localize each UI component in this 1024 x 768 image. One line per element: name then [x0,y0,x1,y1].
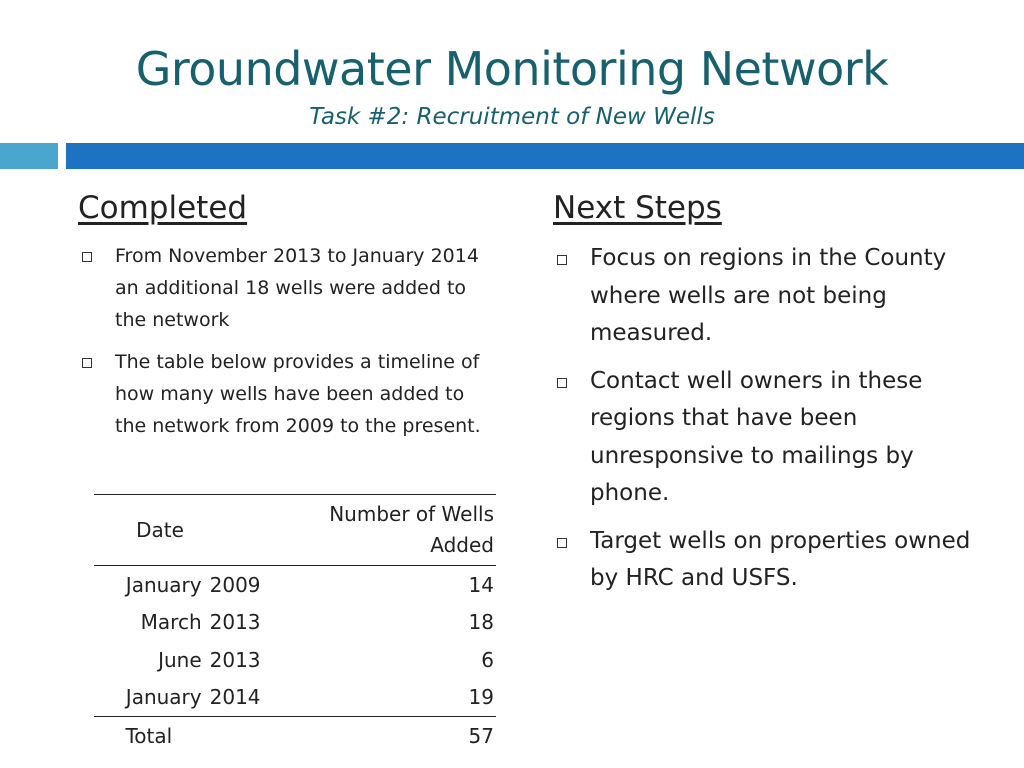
next-steps-section [553,190,993,608]
total-label: Total [94,717,204,755]
square-bullet-icon [82,252,92,262]
table-header-row [94,495,496,566]
slide-title: Groundwater Monitoring Network [135,42,889,96]
completed-heading: Completed [78,190,248,226]
count-column-header: Number of Wells Added [284,495,496,566]
list-item [553,363,993,513]
bullet-text: Target wells on properties owned by HRC and USFS. [590,527,971,591]
row-count: 6 [481,647,494,672]
row-year: 2014 [209,685,261,710]
next-steps-heading: Next Steps [553,190,722,226]
row-count: 19 [468,685,494,710]
table-row [94,641,496,679]
date-column-header: Date [94,495,284,566]
list-item [553,240,993,353]
total-row [94,717,496,755]
bullet-text: From November 2013 to January 2014 an additional 18 wells were added to the network [115,245,479,331]
completed-list [78,240,498,442]
row-count: 14 [468,572,494,597]
bullet-text: Focus on regions in the County where wells are not being measured. [590,245,947,346]
bullet-text: Contact well owners in these regions that have been unresponsive to mailings by phone. [590,367,923,506]
accent-bar-left [0,143,58,169]
row-year: 2009 [209,572,261,597]
square-bullet-icon [557,378,567,388]
table-row [94,604,496,642]
row-month: June [158,647,202,672]
row-count: 18 [468,610,494,635]
total-count: 57 [284,717,496,755]
row-month: January [125,685,202,710]
total-spacer [204,717,284,755]
list-item [78,240,498,336]
square-bullet-icon [82,358,92,368]
square-bullet-icon [557,255,567,265]
row-month: January [125,572,202,597]
accent-bar-main [66,143,1024,169]
row-month: March [140,610,202,635]
table-row [94,679,496,717]
bullet-text: The table below provides a timeline of how many wells have been added to the network from 2009 to the present. [115,351,481,437]
slide-subtitle: Task #2: Recruitment of New Wells [309,104,715,130]
completed-section [78,190,498,452]
row-year: 2013 [209,647,261,672]
table-row [94,566,496,604]
wells-timeline-table [94,494,496,755]
list-item [553,523,993,598]
next-steps-list [553,240,993,598]
list-item [78,346,498,442]
square-bullet-icon [557,538,567,548]
row-year: 2013 [209,610,261,635]
